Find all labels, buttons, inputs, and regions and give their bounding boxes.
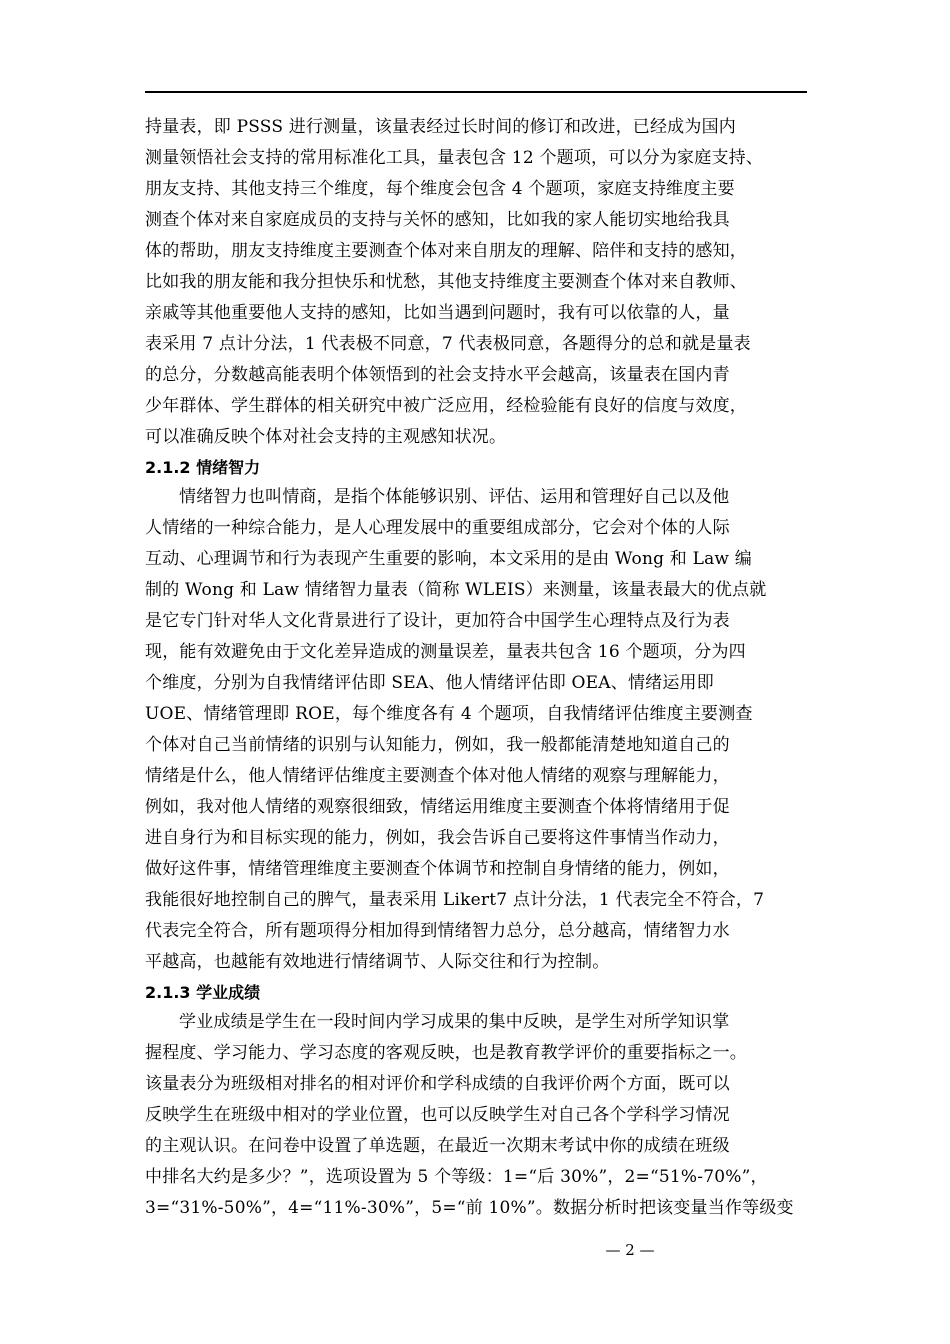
text-line: 代表完全符合，所有题项得分相加得到情绪智力总分，总分越高，情绪智力水	[145, 921, 730, 941]
section-heading-academic-performance: 2.1.3 学业成绩	[145, 983, 261, 1002]
text-line: 学业成绩是学生在一段时间内学习成果的集中反映，是学生对所学知识掌	[179, 1012, 730, 1032]
text-line: 可以准确反映个体对社会支持的主观感知状况。	[145, 427, 507, 447]
paragraph-psss	[145, 112, 810, 453]
text-line: 我能很好地控制自己的脾气，量表采用 Likert7 点计分法，1 代表完全不符合，7	[145, 890, 765, 910]
document-body	[145, 112, 810, 1224]
text-line: 握程度、学习能力、学习态度的客观反映，也是教育教学评价的重要指标之一。	[145, 1043, 747, 1063]
text-line: 互动、心理调节和行为表现产生重要的影响，本文采用的是由 Wong 和 Law 编	[145, 549, 752, 569]
text-line: 体的帮助，朋友支持维度主要测查个体对来自朋友的理解、陪伴和支持的感知，	[145, 241, 747, 261]
text-line: 反映学生在班级中相对的学业位置，也可以反映学生对自己各个学科学习情况	[145, 1105, 730, 1125]
text-line: 测量领悟社会支持的常用标准化工具，量表包含 12 个题项，可以分为家庭支持、	[145, 148, 764, 168]
text-line: 的总分，分数越高能表明个体领悟到的社会支持水平会越高，该量表在国内青	[145, 365, 730, 385]
text-line: 中排名大约是多少？”，选项设置为 5 个等级：1=“后 30%”，2=“51%-70%”，	[145, 1167, 768, 1187]
text-line: 人情绪的一种综合能力，是人心理发展中的重要组成部分，它会对个体的人际	[145, 518, 730, 538]
text-line: 个维度，分别为自我情绪评估即 SEA、他人情绪评估即 OEA、情绪运用即	[145, 673, 714, 693]
text-line: 测查个体对来自家庭成员的支持与关怀的感知，比如我的家人能切实地给我具	[145, 210, 730, 230]
text-line: 制的 Wong 和 Law 情绪智力量表（简称 WLEIS）来测量，该量表最大的优点就	[145, 580, 767, 600]
text-line: 个体对自己当前情绪的识别与认知能力，例如，我一般都能清楚地知道自己的	[145, 735, 730, 755]
text-line: 该量表分为班级相对排名的相对评价和学科成绩的自我评价两个方面，既可以	[145, 1074, 730, 1094]
text-line: 情绪智力也叫情商，是指个体能够识别、评估、运用和管理好自己以及他	[179, 487, 730, 507]
text-line: 亲戚等其他重要他人支持的感知，比如当遇到问题时，我有可以依靠的人，量	[145, 303, 730, 323]
text-line: 是它专门针对华人文化背景进行了设计，更加符合中国学生心理特点及行为表	[145, 611, 730, 631]
text-line: 朋友支持、其他支持三个维度，每个维度会包含 4 个题项，家庭支持维度主要	[145, 179, 735, 199]
text-line: UOE、情绪管理即 ROE，每个维度各有 4 个题项，自我情绪评估维度主要测查	[145, 704, 753, 724]
paragraph-academic-performance	[145, 1007, 810, 1224]
text-line: 表采用 7 点计分法，1 代表极不同意，7 代表极同意，各题得分的总和就是量表	[145, 334, 751, 354]
text-line: 平越高，也越能有效地进行情绪调节、人际交往和行为控制。	[145, 952, 610, 972]
text-line: 3=“31%-50%”，4=“11%-30%”，5=“前 10%”。数据分析时把该变量当作等级变	[145, 1198, 794, 1218]
paragraph-emotional-intelligence	[145, 482, 810, 978]
section-heading-emotional-intelligence: 2.1.2 情绪智力	[145, 458, 261, 477]
page-number: — 2 —	[605, 1241, 655, 1259]
text-line: 例如，我对他人情绪的观察很细致，情绪运用维度主要测查个体将情绪用于促	[145, 797, 730, 817]
header-rule	[145, 91, 807, 93]
text-line: 情绪是什么，他人情绪评估维度主要测查个体对他人情绪的观察与理解能力，	[145, 766, 730, 786]
text-line: 比如我的朋友能和我分担快乐和忧愁，其他支持维度主要测查个体对来自教师、	[145, 272, 747, 292]
text-line: 的主观认识。在问卷中设置了单选题，在最近一次期末考试中你的成绩在班级	[145, 1136, 730, 1156]
text-line: 进自身行为和目标实现的能力，例如，我会告诉自己要将这件事情当作动力，	[145, 828, 730, 848]
text-line: 做好这件事，情绪管理维度主要测查个体调节和控制自身情绪的能力，例如，	[145, 859, 730, 879]
text-line: 现，能有效避免由于文化差异造成的测量误差，量表共包含 16 个题项，分为四	[145, 642, 746, 662]
text-line: 持量表，即 PSSS 进行测量，该量表经过长时间的修订和改进，已经成为国内	[145, 117, 736, 137]
text-line: 少年群体、学生群体的相关研究中被广泛应用，经检验能有良好的信度与效度，	[145, 396, 747, 416]
